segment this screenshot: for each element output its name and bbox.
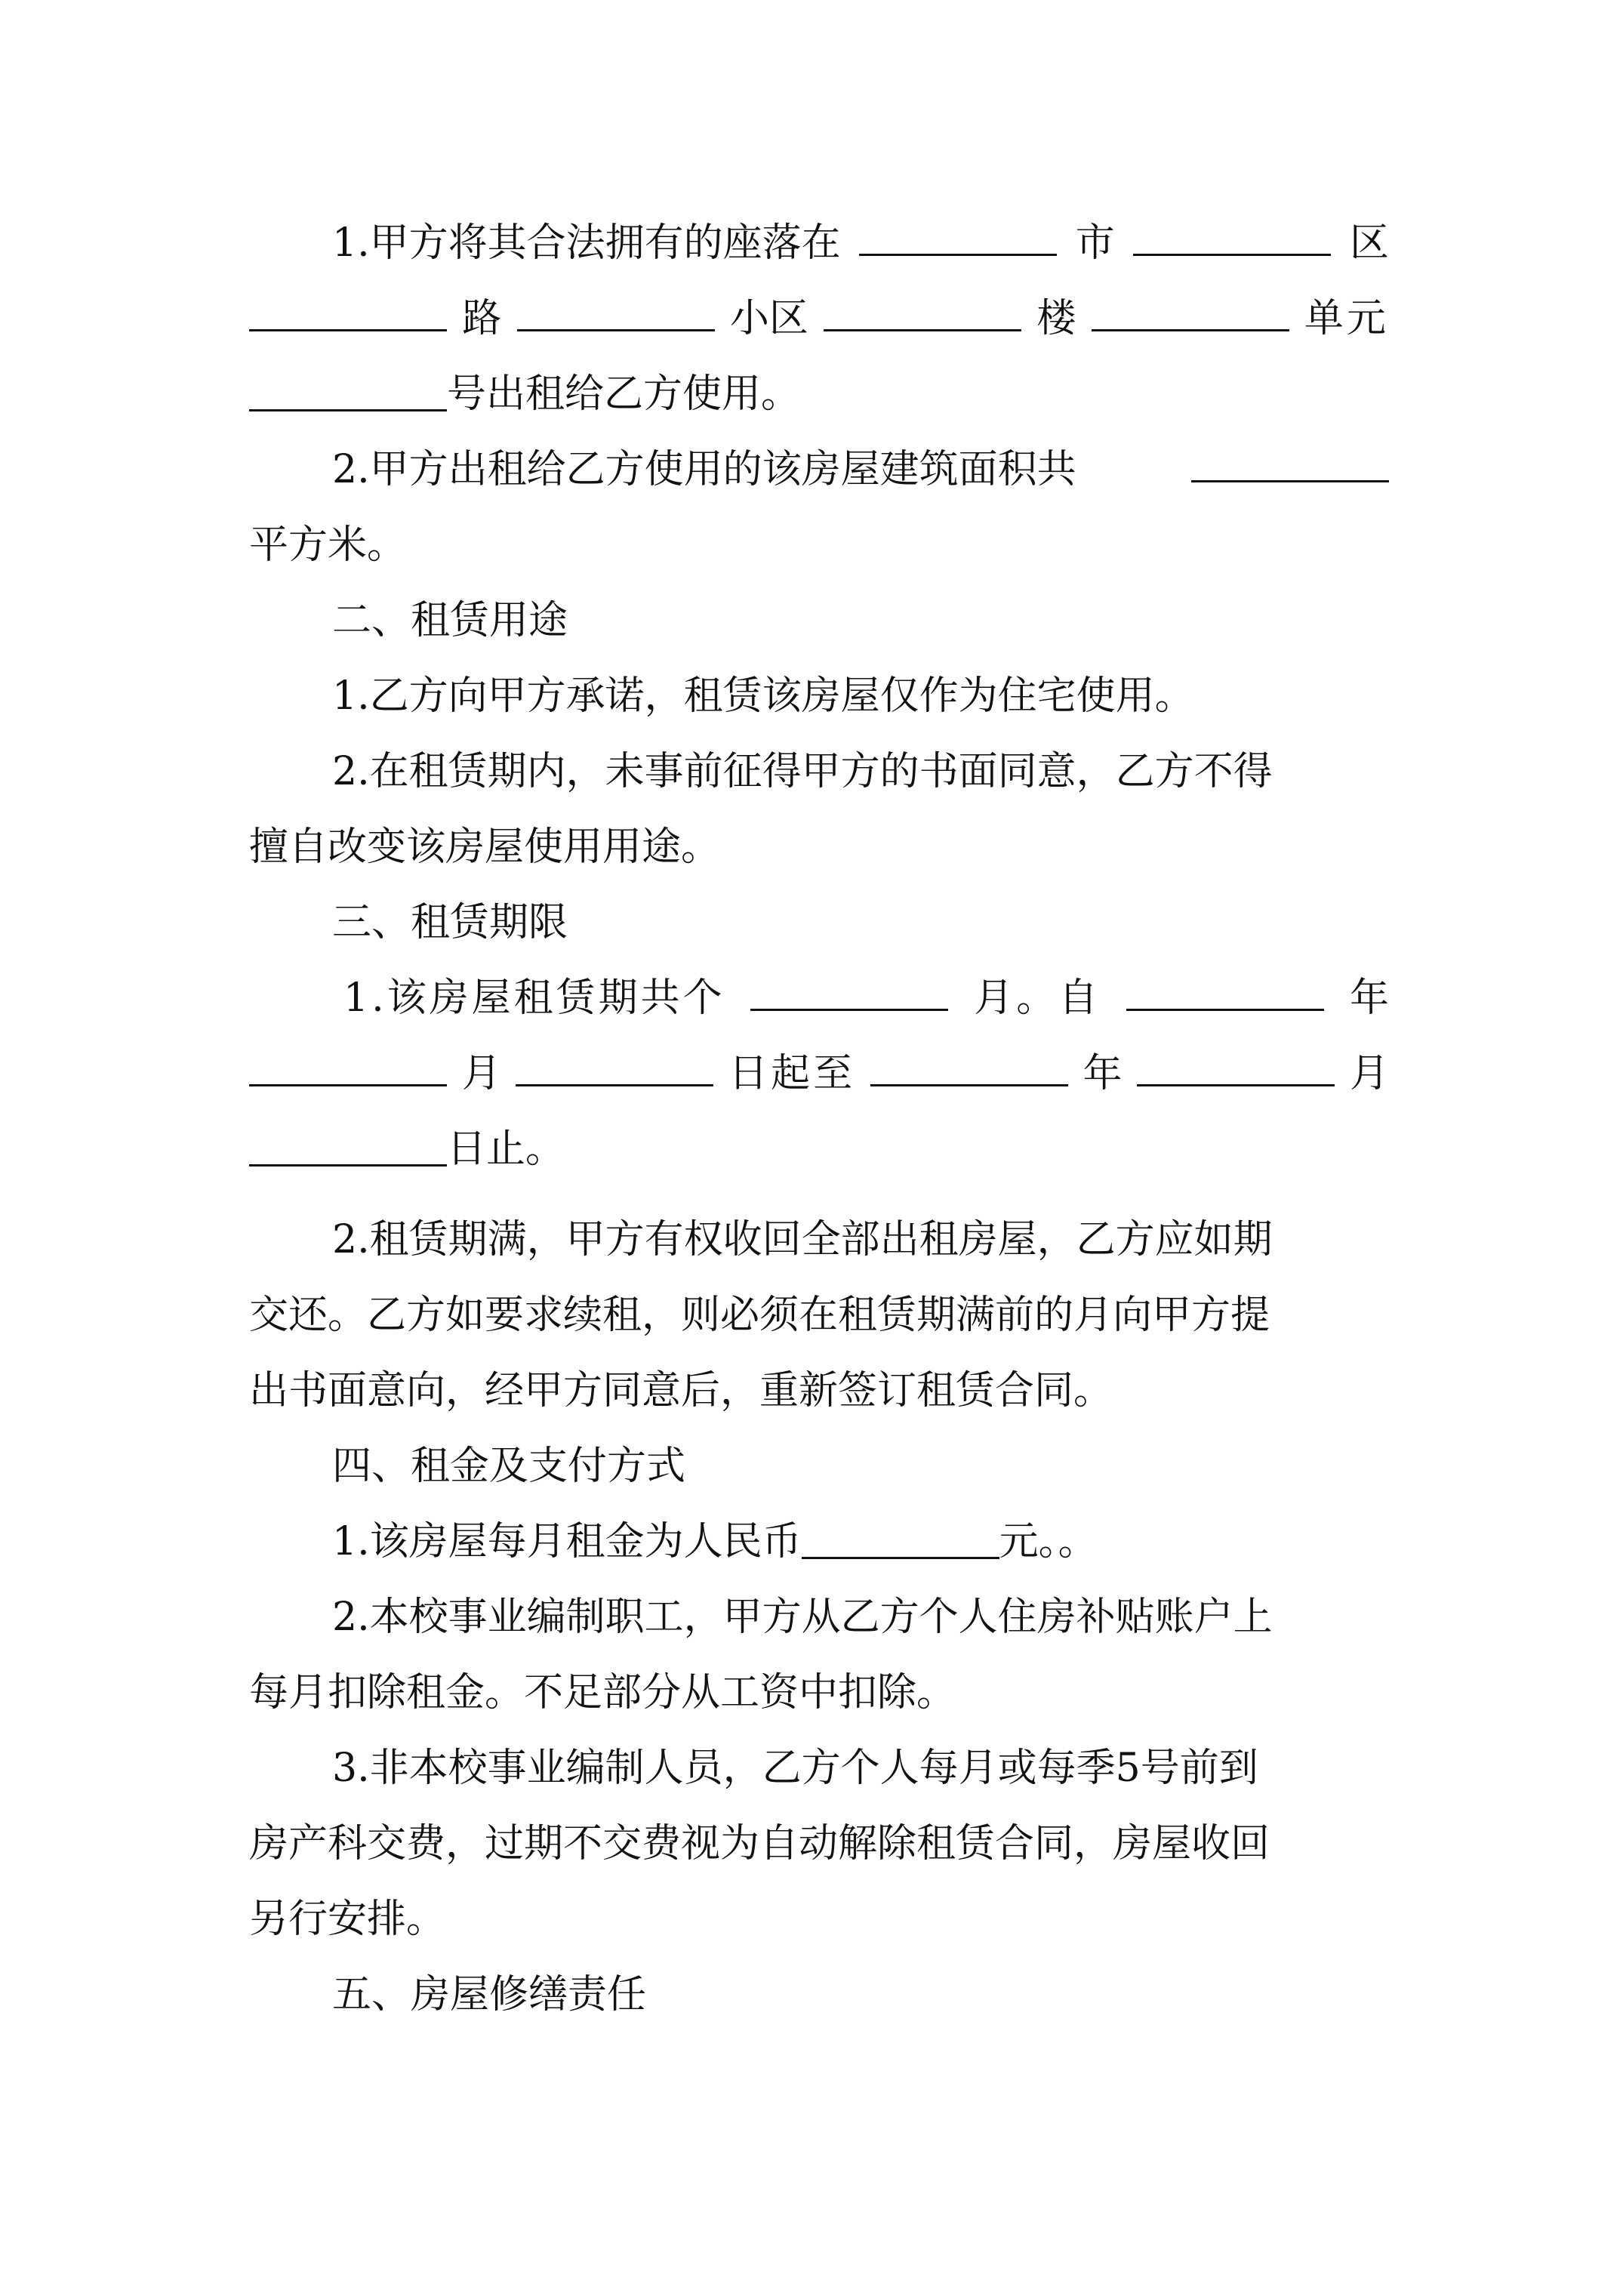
section-3-item-2-line-2: 交还。乙方如要求续租，则必须在租赁期满前的月向甲方提 (249, 1293, 1270, 1338)
city-blank[interactable] (859, 253, 1057, 256)
district-label: 区 (1349, 220, 1389, 266)
end-year-label: 年 (1083, 1051, 1123, 1096)
section-3-item-1-line-3 (249, 1110, 1389, 1188)
clause-1-2-line-1 (249, 430, 1389, 509)
end-day-blank[interactable] (249, 1163, 447, 1166)
section-3-item-1-line-2 (249, 1034, 1389, 1113)
section-4-item-3-line-2: 房产科交费，过期不交费视为自动解除租赁合同，房屋收回 (249, 1821, 1270, 1866)
end-month-label: 月 (1349, 1051, 1389, 1096)
end-month-blank[interactable] (1137, 1083, 1335, 1086)
section-4-item-3-line-1: 3.非本校事业编制人员，乙方个人每月或每季5号前到 (332, 1746, 1258, 1791)
clause-1-2-suffix: 平方米。 (249, 522, 407, 568)
end-year-blank[interactable] (870, 1083, 1068, 1086)
section-3-item-2-line-1: 2.租赁期满，甲方有权收回全部出租房屋，乙方应如期 (332, 1217, 1273, 1262)
unit-blank[interactable] (1092, 328, 1289, 331)
start-year-label: 年 (1349, 975, 1389, 1021)
lease-term-prefix: 1.该房屋租赁期共个 (343, 975, 725, 1021)
section-2-item-2-line-2: 擅自改变该房屋使用用途。 (249, 824, 721, 870)
building-blank[interactable] (824, 328, 1021, 331)
lease-from-label: 月。自 (974, 975, 1101, 1021)
community-blank[interactable] (517, 328, 715, 331)
start-day-blank[interactable] (516, 1083, 713, 1086)
community-label: 小区 (729, 296, 808, 341)
start-year-blank[interactable] (1126, 1008, 1324, 1011)
clause-1-1-line-1 (249, 204, 1389, 282)
clause-1-2-prefix: 2.甲方出租给乙方使用的该房屋建筑面积共 (332, 447, 1076, 492)
section-2-item-2-line-1: 2.在租赁期内，未事前征得甲方的书面同意，乙方不得 (332, 749, 1273, 794)
section-2-item-1: 1.乙方向甲方承诺，租赁该房屋仅作为住宅使用。 (332, 673, 1194, 719)
section-3-heading: 三、租赁期限 (332, 900, 568, 945)
clause-1-1-line-3 (249, 355, 1389, 433)
area-blank[interactable] (1191, 479, 1389, 482)
building-label: 楼 (1036, 296, 1076, 341)
section-3-item-1-line-1 (249, 959, 1389, 1037)
start-day-label: 日起至 (728, 1051, 856, 1096)
section-4-item-1 (249, 1502, 1389, 1581)
clause-1-1-suffix: 号出租给乙方使用。 (447, 371, 801, 417)
district-blank[interactable] (1133, 253, 1331, 256)
unit-label: 单元 (1304, 296, 1389, 341)
section-3-item-2-line-3: 出书面意向，经甲方同意后，重新签订租赁合同。 (249, 1368, 1113, 1413)
rent-suffix: 元。。 (999, 1519, 1098, 1564)
section-4-heading: 四、租金及支付方式 (332, 1444, 686, 1489)
city-label: 市 (1075, 220, 1115, 266)
road-label: 路 (462, 296, 502, 341)
rent-amount-blank[interactable] (802, 1556, 999, 1559)
section-2-heading: 二、租赁用途 (332, 598, 568, 643)
clause-1-2-line-2 (249, 506, 1389, 584)
section-4-item-2-line-1: 2.本校事业编制职工，甲方从乙方个人住房补贴账户上 (332, 1595, 1273, 1640)
section-4-item-3-line-3: 另行安排。 (249, 1897, 446, 1942)
number-blank[interactable] (249, 408, 447, 411)
start-month-blank[interactable] (249, 1083, 447, 1086)
end-day-label: 日止。 (447, 1126, 565, 1172)
section-4-item-2-line-2: 每月扣除租金。不足部分从工资中扣除。 (249, 1670, 956, 1715)
rent-prefix: 1.该房屋每月租金为人民币 (332, 1519, 802, 1564)
clause-1-1-line-2 (249, 279, 1389, 358)
lease-months-blank[interactable] (750, 1008, 948, 1011)
road-blank[interactable] (249, 328, 447, 331)
section-5-heading: 五、房屋修缮责任 (332, 1972, 647, 2017)
start-month-label: 月 (461, 1051, 501, 1096)
clause-1-1-prefix: 1.甲方将其合法拥有的座落在 (332, 220, 841, 266)
